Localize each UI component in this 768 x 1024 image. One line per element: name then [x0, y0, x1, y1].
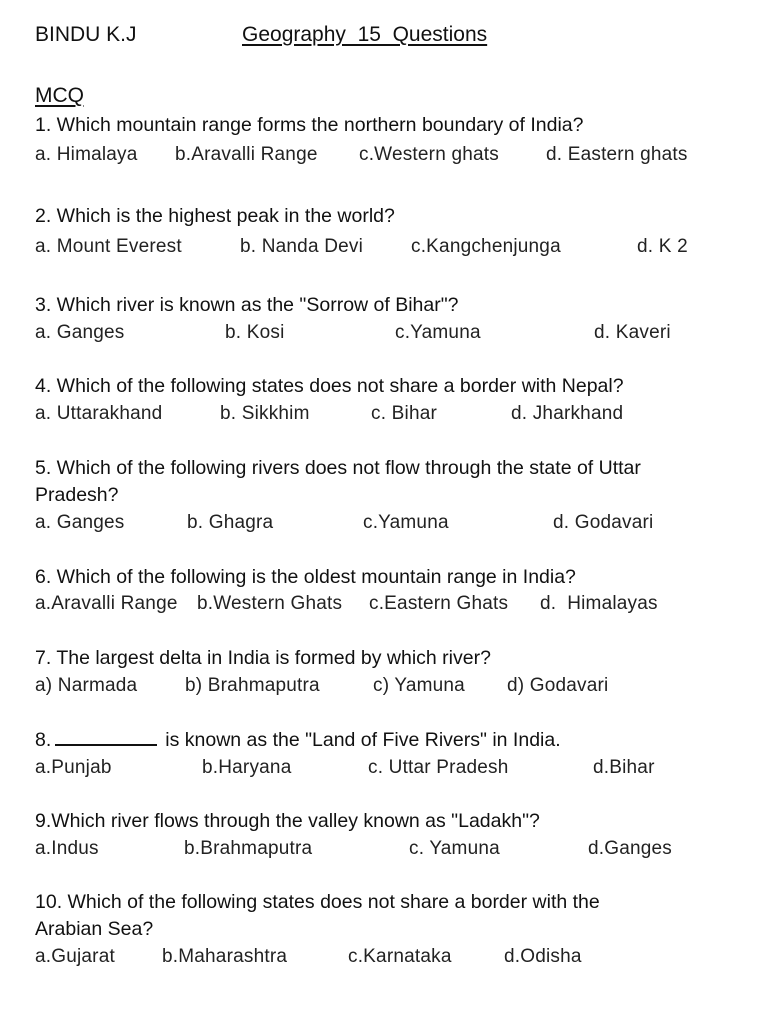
question-7-option-a: a) Narmada — [35, 675, 138, 696]
question-9-option-b: b.Brahmaputra — [184, 838, 313, 859]
question-3-option-c: c.Yamuna — [395, 322, 481, 343]
question-4-option-d: d. Jharkhand — [511, 403, 624, 424]
question-10-option-d: d.Odisha — [504, 946, 582, 967]
question-3-option-a: a. Ganges — [35, 322, 125, 343]
question-4-option-c: c. Bihar — [371, 403, 438, 424]
question-5-text-line2: Pradesh? — [35, 484, 119, 506]
question-1-option-a: a. Himalaya — [35, 144, 138, 165]
question-8-text-suffix: is known as the "Land of Five Rivers" in India. — [165, 729, 561, 751]
question-4-text: 4. Which of the following states does not share a border with Nepal? — [35, 375, 624, 397]
question-3-text: 3. Which river is known as the "Sorrow of Bihar"? — [35, 294, 459, 316]
question-9-text: 9.Which river flows through the valley known as "Ladakh"? — [35, 810, 540, 832]
question-9-option-a: a.Indus — [35, 838, 99, 859]
question-3-option-b: b. Kosi — [225, 322, 285, 343]
question-8-number: 8. — [35, 729, 52, 751]
question-1-option-d: d. Eastern ghats — [546, 144, 688, 165]
question-6-text: 6. Which of the following is the oldest mountain range in India? — [35, 566, 576, 588]
question-3-option-d: d. Kaveri — [594, 322, 671, 343]
document-title: Geography 15 Questions — [242, 23, 488, 46]
question-2-option-c: c.Kangchenjunga — [411, 236, 561, 257]
question-5-option-d: d. Godavari — [553, 512, 654, 533]
question-10-text-line1: 10. Which of the following states does not share a border with the — [35, 891, 600, 913]
question-4-option-b: b. Sikkhim — [220, 403, 310, 424]
question-2-option-a: a. Mount Everest — [35, 236, 182, 257]
question-1-text: 1. Which mountain range forms the northern boundary of India? — [35, 114, 584, 136]
question-8-option-b: b.Haryana — [202, 757, 292, 778]
question-2-text: 2. Which is the highest peak in the world? — [35, 205, 395, 227]
question-2-option-b: b. Nanda Devi — [240, 236, 364, 257]
question-4-option-a: a. Uttarakhand — [35, 403, 163, 424]
question-7-option-c: c) Yamuna — [373, 675, 465, 696]
question-1-option-b: b.Aravalli Range — [175, 144, 318, 165]
question-8-option-a: a.Punjab — [35, 757, 112, 778]
question-9-option-c: c. Yamuna — [409, 838, 500, 859]
question-6-option-d: d. Himalayas — [540, 593, 658, 614]
question-10-option-b: b.Maharashtra — [162, 946, 288, 967]
question-5-option-a: a. Ganges — [35, 512, 125, 533]
author-name: BINDU K.J — [35, 23, 137, 46]
question-7-text: 7. The largest delta in India is formed by which river? — [35, 647, 491, 669]
question-8-option-c: c. Uttar Pradesh — [368, 757, 509, 778]
question-6-option-c: c.Eastern Ghats — [369, 593, 509, 614]
question-8-text — [35, 729, 561, 752]
question-2-option-d: d. K 2 — [637, 236, 688, 257]
question-1-option-c: c.Western ghats — [359, 144, 499, 165]
question-7-option-b: b) Brahmaputra — [185, 675, 320, 696]
question-10-option-a: a.Gujarat — [35, 946, 115, 967]
question-10-text-line2: Arabian Sea? — [35, 918, 154, 940]
question-6-option-b: b.Western Ghats — [197, 593, 343, 614]
question-6-option-a: a.Aravalli Range — [35, 593, 178, 614]
question-7-option-d: d) Godavari — [507, 675, 609, 696]
section-label: MCQ — [35, 84, 84, 107]
question-5-option-c: c.Yamuna — [363, 512, 449, 533]
question-10-option-c: c.Karnataka — [348, 946, 452, 967]
question-8-option-d: d.Bihar — [593, 757, 655, 778]
fill-in-blank — [55, 730, 157, 746]
question-9-option-d: d.Ganges — [588, 838, 672, 859]
question-5-option-b: b. Ghagra — [187, 512, 274, 533]
question-5-text-line1: 5. Which of the following rivers does not flow through the state of Uttar — [35, 457, 641, 479]
